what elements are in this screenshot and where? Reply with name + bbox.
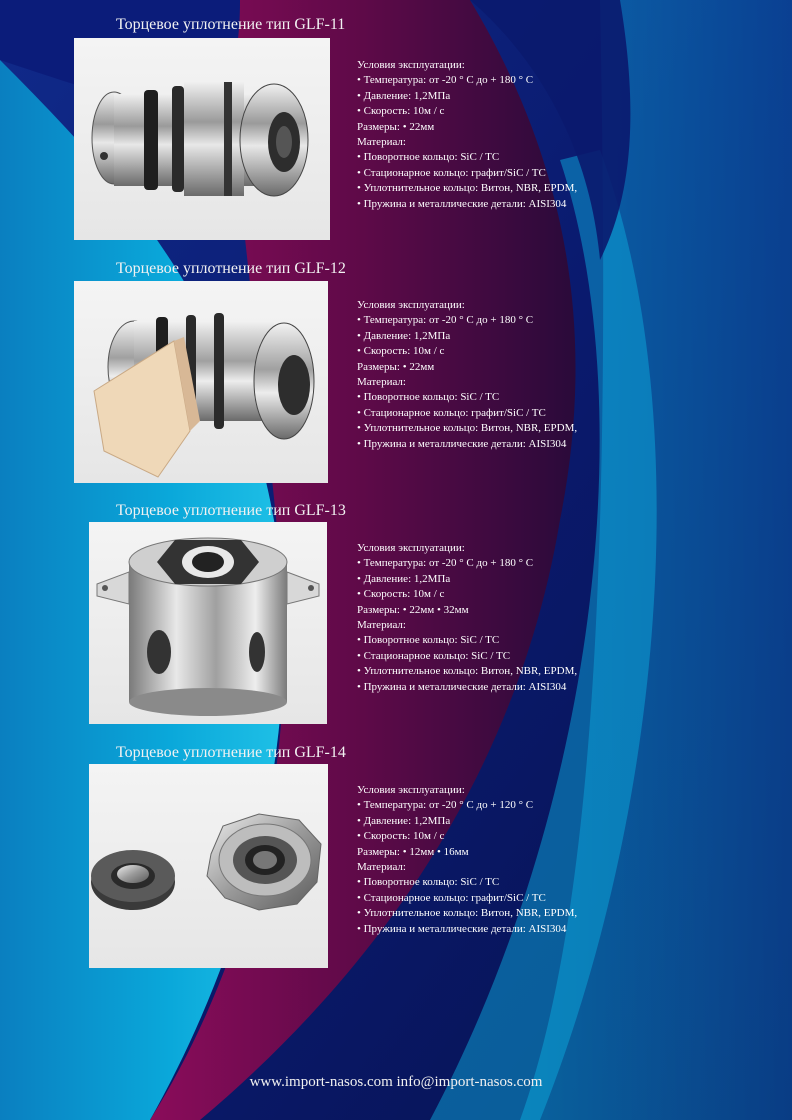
spec-line: • Стационарное кольцо: графит/SiC / TC [357, 891, 546, 904]
spec-line: Материал: [357, 135, 406, 148]
spec-line: • Поворотное кольцо: SiC / TC [357, 151, 500, 164]
spec-line: Условия эксплуатации: [357, 59, 465, 71]
spec-line: • Пружина и металлические детали: AISI304 [357, 680, 567, 693]
seal-photo-glf-13 [89, 522, 327, 724]
spec-line: Материал: [357, 860, 406, 873]
spec-line: • Пружина и металлические детали: AISI304 [357, 437, 567, 450]
spec-line: Условия эксплуатации: [357, 784, 465, 796]
spec-line: • Пружина и металлические детали: AISI304 [357, 922, 567, 935]
seal-photo-glf-11 [74, 38, 330, 240]
spec-line: • Скорость: 10м / с [357, 588, 445, 601]
spec-line: • Скорость: 10м / с [357, 830, 445, 843]
spec-line: Материал: [357, 375, 406, 388]
spec-line: Материал: [357, 618, 406, 631]
specs-list [357, 541, 577, 695]
spec-line: • Давление: 1,2МПа [357, 89, 451, 102]
spec-line: Условия эксплуатации: [357, 299, 465, 311]
specs-list [357, 783, 577, 937]
spec-line: • Поворотное кольцо: SiC / TC [357, 634, 500, 647]
spec-line: • Температура: от -20 ° C до + 180 ° C [357, 314, 534, 327]
product-title: Торцевое уплотнение тип GLF-14 [116, 744, 346, 761]
seal-photo-glf-12 [74, 281, 328, 483]
spec-line: Размеры: • 22мм [357, 120, 435, 133]
spec-line: • Стационарное кольцо: SiC / TC [357, 649, 511, 662]
spec-line: • Температура: от -20 ° C до + 180 ° C [357, 74, 534, 87]
spec-line: • Скорость: 10м / с [357, 345, 445, 358]
spec-line: Условия эксплуатации: [357, 542, 465, 554]
spec-line: Размеры: • 12мм • 16мм [357, 845, 469, 858]
spec-line: • Поворотное кольцо: SiC / TC [357, 391, 500, 404]
spec-line: • Стационарное кольцо: графит/SiC / TC [357, 406, 546, 419]
spec-line: • Уплотнительное кольцо: Витон, NBR, EPDM, [357, 422, 578, 435]
spec-line: • Стационарное кольцо: графит/SiC / TC [357, 166, 546, 179]
spec-line: Размеры: • 22мм [357, 360, 435, 373]
spec-line: • Уплотнительное кольцо: Витон, NBR, EPDM, [357, 182, 578, 195]
specs-list [357, 298, 577, 452]
specs-list [357, 58, 577, 212]
footer-contacts[interactable]: www.import-nasos.com info@import-nasos.com [249, 1074, 543, 1090]
seal-photo-glf-14 [89, 764, 328, 968]
spec-line: • Уплотнительное кольцо: Витон, NBR, EPDM, [357, 665, 578, 678]
spec-line: • Уплотнительное кольцо: Витон, NBR, EPDM, [357, 907, 578, 920]
spec-line: • Давление: 1,2МПа [357, 814, 451, 827]
spec-line: • Скорость: 10м / с [357, 105, 445, 118]
product-title: Торцевое уплотнение тип GLF-12 [116, 260, 346, 277]
spec-line: • Температура: от -20 ° C до + 120 ° C [357, 799, 534, 812]
spec-line: Размеры: • 22мм • 32мм [357, 603, 469, 616]
spec-line: • Пружина и металлические детали: AISI304 [357, 197, 567, 210]
spec-line: • Давление: 1,2МПа [357, 572, 451, 585]
product-title: Торцевое уплотнение тип GLF-11 [116, 16, 346, 33]
spec-line: • Температура: от -20 ° C до + 180 ° C [357, 557, 534, 570]
spec-line: • Давление: 1,2МПа [357, 329, 451, 342]
spec-line: • Поворотное кольцо: SiC / TC [357, 876, 500, 889]
product-title: Торцевое уплотнение тип GLF-13 [116, 502, 346, 519]
